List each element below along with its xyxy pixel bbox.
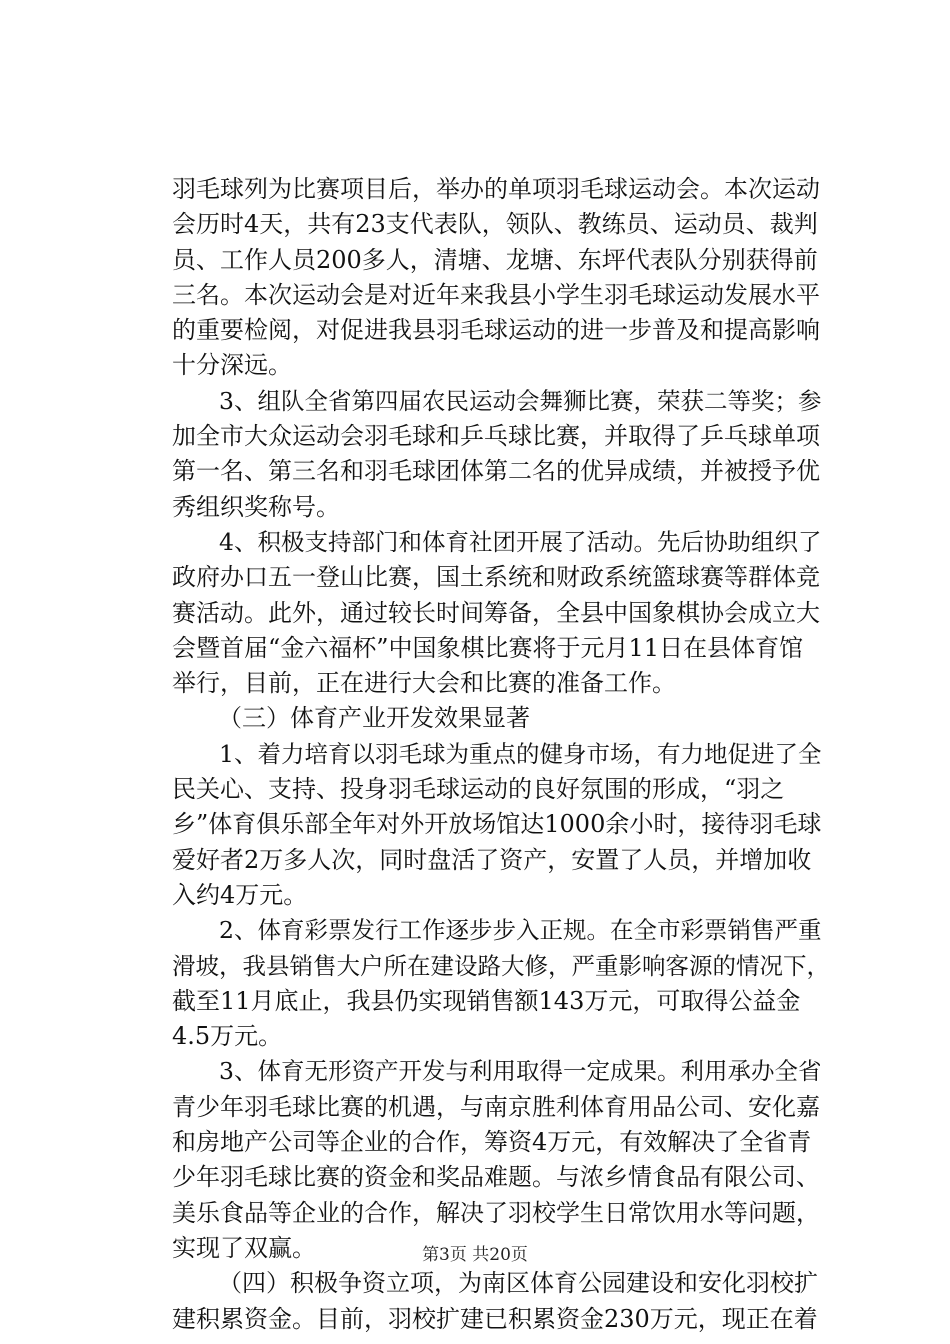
text-line: 4、积极支持部门和体育社团开展了活动。先后协助组织了	[172, 527, 822, 556]
text-line: 举行，目前，正在进行大会和比赛的准备工作。	[172, 669, 676, 698]
text-line: 3、组队全省第四届农民运动会舞狮比赛，荣获二等奖；参	[172, 386, 822, 415]
text-line: 会历时4天，共有23支代表队，领队、教练员、运动员、裁判	[172, 210, 818, 239]
text-line: 乡”体育俱乐部全年对外开放场馆达1000余小时，接待羽毛球	[172, 810, 822, 839]
text-line: 政府办口五一登山比赛，国土系统和财政系统篮球赛等群体竞	[172, 563, 820, 592]
text-line: 赛活动。此外，通过较长时间筹备，全县中国象棋协会成立大	[172, 598, 820, 627]
text-line: 十分深远。	[172, 351, 292, 380]
section-heading: （三）体育产业开发效果显著	[182, 704, 530, 733]
text-line: 青少年羽毛球比赛的机遇，与南京胜利体育用品公司、安化嘉	[172, 1092, 820, 1121]
text-line: 会暨首届“金六福杯”中国象棋比赛将于元月11日在县体育馆	[172, 633, 804, 662]
text-line: 的重要检阅，对促进我县羽毛球运动的进一步普及和提高影响	[172, 316, 820, 345]
text-line: 4.5万元。	[172, 1022, 283, 1051]
text-line: 2、体育彩票发行工作逐步步入正规。在全市彩票销售严重	[172, 916, 822, 945]
text-line: 羽毛球列为比赛项目后，举办的单项羽毛球运动会。本次运动	[172, 175, 820, 203]
text-line: 民关心、支持、投身羽毛球运动的良好氛围的形成，“羽之	[172, 775, 785, 804]
text-line: 滑坡，我县销售大户所在建设路大修，严重影响客源的情况下，	[172, 951, 830, 980]
body-text	[172, 172, 832, 1337]
text-line: 三名。本次运动会是对近年来我县小学生羽毛球运动发展水平	[172, 280, 820, 309]
text-line: 第一名、第三名和羽毛球团体第二名的优异成绩，并被授予优	[172, 457, 820, 486]
text-line: 建积累资金。目前，羽校扩建已积累资金230万元，现正在着	[172, 1304, 818, 1333]
text-line: 员、工作人员200多人，清塘、龙塘、东坪代表队分别获得前	[172, 245, 818, 274]
text-line: 加全市大众运动会羽毛球和乒乓球比赛，并取得了乒乓球单项	[172, 422, 820, 451]
text-line: 美乐食品等企业的合作，解决了羽校学生日常饮用水等问题，	[172, 1198, 820, 1227]
text-line: 1、着力培育以羽毛球为重点的健身市场，有力地促进了全	[172, 739, 822, 768]
text-line: 截至11月底止，我县仍实现销售额143万元，可取得公益金	[172, 986, 801, 1015]
text-line: 爱好者2万多人次，同时盘活了资产，安置了人员，并增加收	[172, 845, 812, 874]
section-heading: （四）积极争资立项，为南区体育公园建设和安化羽校扩	[182, 1269, 818, 1298]
text-line: 少年羽毛球比赛的资金和奖品难题。与浓乡情食品有限公司、	[172, 1163, 820, 1192]
text-line: 和房地产公司等企业的合作，筹资4万元，有效解决了全省青	[172, 1128, 812, 1157]
text-line: 秀组织奖称号。	[172, 492, 340, 521]
text-line: 3、体育无形资产开发与利用取得一定成果。利用承办全省	[172, 1057, 822, 1086]
page-number-footer: 第3页 共20页	[422, 1245, 528, 1265]
text-line: 入约4万元。	[172, 880, 308, 909]
text-line: 实现了双赢。	[172, 1233, 316, 1262]
